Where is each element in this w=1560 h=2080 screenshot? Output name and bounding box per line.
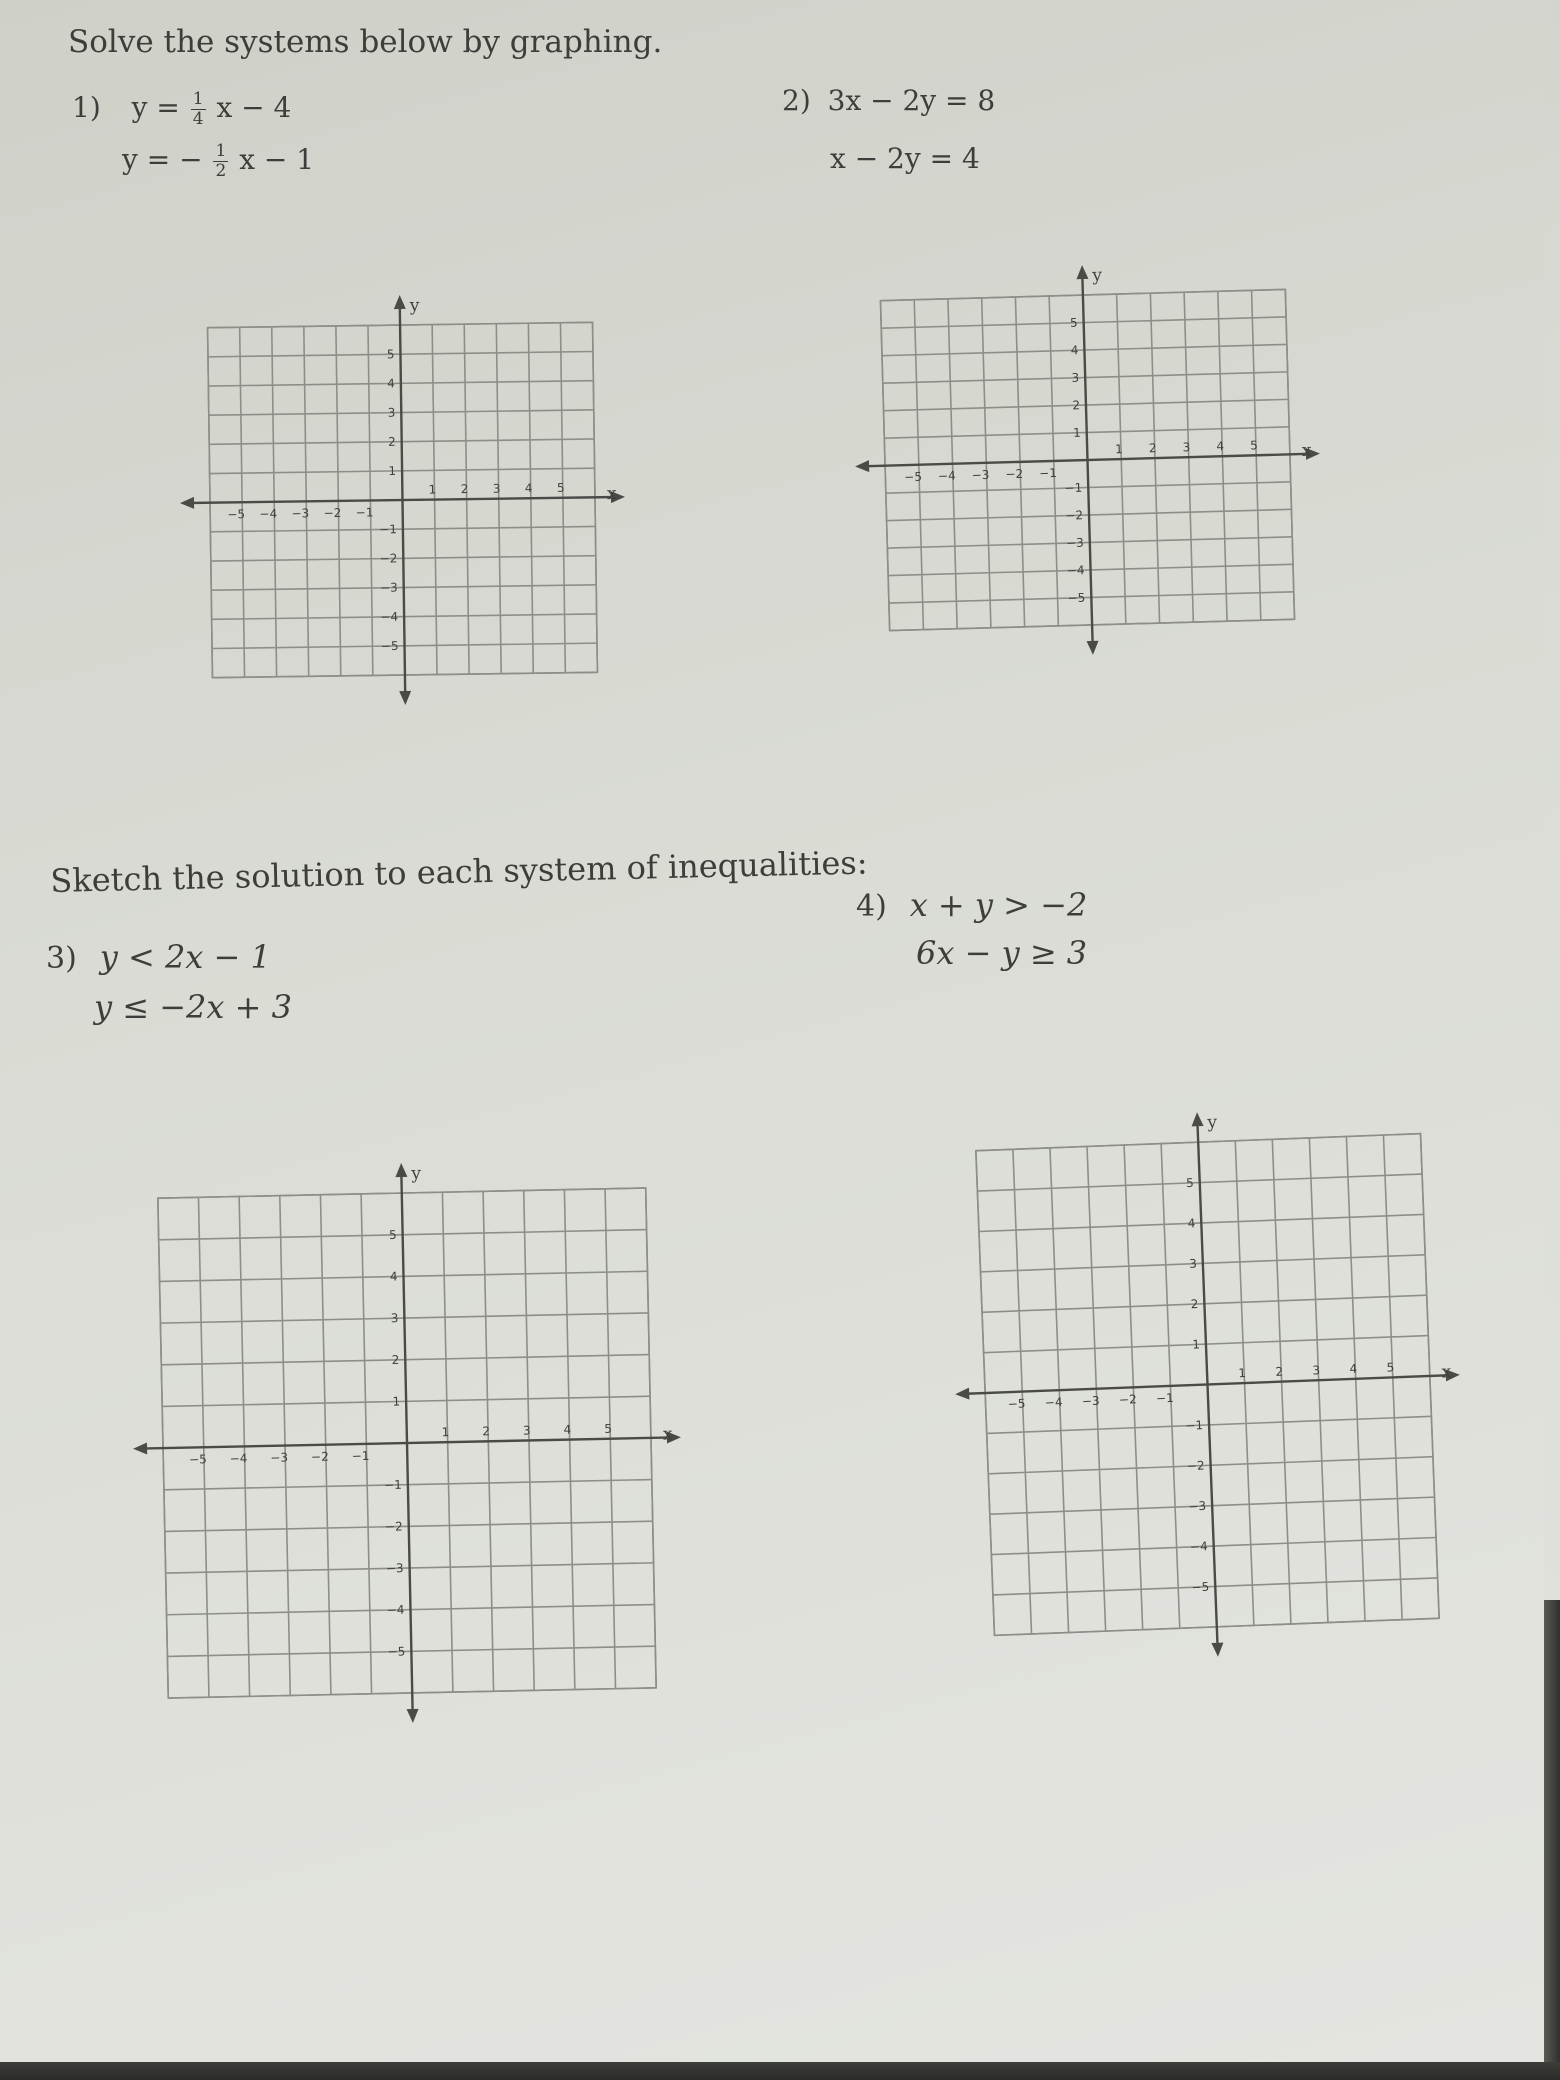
page-edge-shadow (1544, 1600, 1560, 2080)
x-tick-label: −2 (1005, 466, 1024, 482)
x-axis-label: x (1301, 440, 1312, 462)
problem-number: 4) (856, 889, 887, 924)
y-tick-label: −4 (1189, 1539, 1208, 1554)
y-tick-label: −2 (1186, 1458, 1205, 1474)
x-tick-label: 5 (604, 1421, 613, 1436)
x-tick-label: 4 (1216, 439, 1225, 454)
y-tick-label: −4 (1066, 563, 1085, 578)
x-tick-label: −5 (227, 507, 246, 522)
problem-4-line1: x + y > −2 (909, 886, 1088, 924)
y-axis-label: y (411, 1163, 422, 1184)
x-tick-label: 4 (563, 1422, 572, 1437)
problem-1 (72, 90, 314, 181)
x-arrow-left-icon (855, 460, 869, 472)
problem-4-line2: 6x − y ≥ 3 (916, 934, 1088, 972)
x-tick-label: 1 (441, 1425, 450, 1440)
y-tick-label: −1 (1064, 480, 1083, 496)
x-axis-label: x (606, 484, 617, 505)
y-tick-label: −1 (384, 1477, 403, 1493)
y-tick-label: 3 (1188, 1256, 1198, 1271)
coordinate-grid (834, 243, 1341, 677)
x-tick-label: 4 (1349, 1361, 1358, 1377)
problem-2-line1: 3x − 2y = 8 (827, 84, 996, 117)
x-tick-label: 2 (1275, 1364, 1284, 1379)
y-axis-label: y (409, 295, 420, 316)
fraction-numerator: 1 (215, 141, 227, 161)
problem-number: 3) (46, 941, 77, 976)
y-tick-label: −1 (379, 522, 398, 537)
problem-number: 2) (782, 84, 811, 117)
x-arrow-left-icon (180, 497, 194, 509)
x-tick-label: 5 (556, 480, 565, 495)
fraction (213, 142, 228, 181)
y-tick-label: 5 (388, 1227, 397, 1242)
x-tick-label: 3 (522, 1423, 531, 1438)
x-tick-label: 1 (428, 482, 437, 497)
x-tick-label: −2 (310, 1449, 329, 1465)
section2-heading: Sketch the solution to each system of inequalities: (50, 843, 868, 900)
fraction (191, 90, 206, 129)
eq-rhs: x − 4 (216, 91, 292, 124)
y-tick-label: 2 (387, 434, 396, 449)
y-arrow-up-icon (1191, 1112, 1204, 1126)
y-tick-label: 3 (1071, 370, 1080, 385)
x-arrow-left-icon (955, 1388, 969, 1401)
graph-problem-1 (162, 277, 643, 724)
fraction-numerator: 1 (192, 89, 204, 109)
x-tick-label: 2 (1148, 441, 1157, 456)
x-tick-label: 5 (1386, 1360, 1395, 1375)
y-tick-label: −5 (380, 638, 399, 654)
x-tick-label: 1 (1238, 1366, 1247, 1381)
x-tick-label: −3 (1081, 1393, 1100, 1409)
x-axis-label: x (1441, 1362, 1452, 1383)
x-tick-label: −3 (291, 506, 310, 521)
y-tick-label: −5 (387, 1644, 406, 1659)
eq-lhs: y = − (122, 143, 203, 176)
problem-4 (856, 886, 1087, 972)
y-tick-label: 2 (1190, 1296, 1199, 1312)
y-tick-label: 3 (390, 1311, 399, 1326)
y-arrow-down-icon (407, 1709, 419, 1723)
x-tick-label: 1 (1114, 442, 1123, 457)
y-arrow-up-icon (395, 1163, 407, 1177)
x-tick-label: −5 (1007, 1396, 1026, 1412)
x-tick-label: −2 (323, 505, 342, 521)
y-tick-label: −2 (384, 1519, 403, 1534)
section1-heading: Solve the systems below by graphing. (68, 24, 663, 60)
x-tick-label: −4 (1044, 1395, 1063, 1410)
y-tick-label: 5 (1185, 1175, 1195, 1191)
problem-3 (46, 938, 292, 1026)
y-tick-label: −2 (1065, 508, 1084, 523)
y-tick-label: 4 (387, 376, 395, 391)
graph-problem-4 (924, 1082, 1491, 1687)
eq-rhs: x − 1 (239, 143, 315, 176)
problem-1-line1 (72, 90, 314, 142)
y-tick-label: 1 (1192, 1337, 1201, 1352)
y-tick-label: −1 (1185, 1418, 1204, 1433)
desk-edge (0, 2062, 1560, 2080)
y-tick-label: 3 (387, 405, 396, 420)
y-tick-label: −2 (379, 551, 398, 566)
problem-2 (782, 84, 995, 175)
coordinate-grid (102, 1132, 713, 1754)
x-tick-label: −2 (1118, 1392, 1137, 1407)
graph-problem-3 (102, 1132, 713, 1754)
y-arrow-down-icon (1087, 641, 1099, 655)
fraction-denominator: 4 (192, 109, 204, 129)
problem-3-line1: y < 2x − 1 (99, 938, 271, 976)
x-tick-label: −1 (1039, 465, 1058, 481)
y-tick-label: 1 (1072, 425, 1081, 440)
x-tick-label: 4 (524, 481, 533, 496)
y-tick-label: 4 (1070, 343, 1079, 358)
problem-2-line2: x − 2y = 4 (830, 142, 980, 175)
x-tick-label: −3 (270, 1450, 289, 1465)
y-tick-label: 4 (389, 1269, 398, 1284)
y-tick-label: −4 (386, 1602, 405, 1618)
graph-problem-2 (834, 243, 1341, 677)
y-arrow-up-icon (1076, 265, 1088, 279)
x-tick-label: −1 (351, 1448, 370, 1464)
x-tick-label: −1 (355, 505, 374, 520)
y-tick-label: −3 (1065, 535, 1085, 551)
y-tick-label: −5 (1067, 590, 1086, 606)
y-axis-label: y (1092, 265, 1103, 286)
x-tick-label: −4 (229, 1451, 248, 1466)
x-arrow-left-icon (133, 1442, 147, 1454)
y-arrow-up-icon (394, 295, 406, 309)
x-tick-label: −1 (1155, 1390, 1175, 1406)
problem-3-line2: y ≤ −2x + 3 (94, 988, 292, 1026)
y-axis-label: y (1207, 1112, 1218, 1133)
eq-lhs: y = (131, 91, 180, 124)
coordinate-grid (162, 277, 643, 724)
coordinate-grid (924, 1082, 1491, 1687)
x-tick-label: −4 (259, 506, 278, 521)
y-tick-label: −3 (379, 580, 398, 595)
x-tick-label: 3 (1182, 440, 1191, 455)
x-tick-label: 2 (482, 1424, 491, 1439)
problem-number: 1) (72, 91, 101, 124)
x-tick-label: 3 (1312, 1363, 1321, 1378)
y-tick-label: 1 (388, 463, 397, 479)
y-tick-label: −3 (385, 1561, 404, 1576)
y-tick-label: 2 (1072, 398, 1081, 413)
y-tick-label: 4 (1187, 1216, 1196, 1231)
y-tick-label: −4 (380, 609, 399, 624)
y-tick-label: 2 (391, 1352, 400, 1367)
x-tick-label: −3 (971, 467, 990, 483)
problem-1-line2 (72, 142, 314, 181)
x-tick-label: 2 (460, 482, 469, 497)
x-tick-label: −4 (937, 468, 956, 484)
y-arrow-down-icon (1211, 1643, 1224, 1657)
x-axis-label: x (662, 1424, 673, 1445)
y-arrow-down-icon (399, 691, 411, 705)
y-tick-label: −5 (1191, 1579, 1210, 1595)
x-tick-label: −5 (188, 1452, 207, 1467)
y-tick-label: 5 (1069, 315, 1078, 330)
x-tick-label: 3 (492, 481, 501, 496)
x-tick-label: −5 (904, 469, 923, 485)
x-tick-label: 5 (1249, 438, 1258, 453)
y-tick-label: −3 (1188, 1498, 1207, 1514)
fraction-denominator: 2 (215, 161, 227, 181)
y-tick-label: 5 (386, 347, 395, 362)
y-tick-label: 1 (392, 1394, 401, 1409)
